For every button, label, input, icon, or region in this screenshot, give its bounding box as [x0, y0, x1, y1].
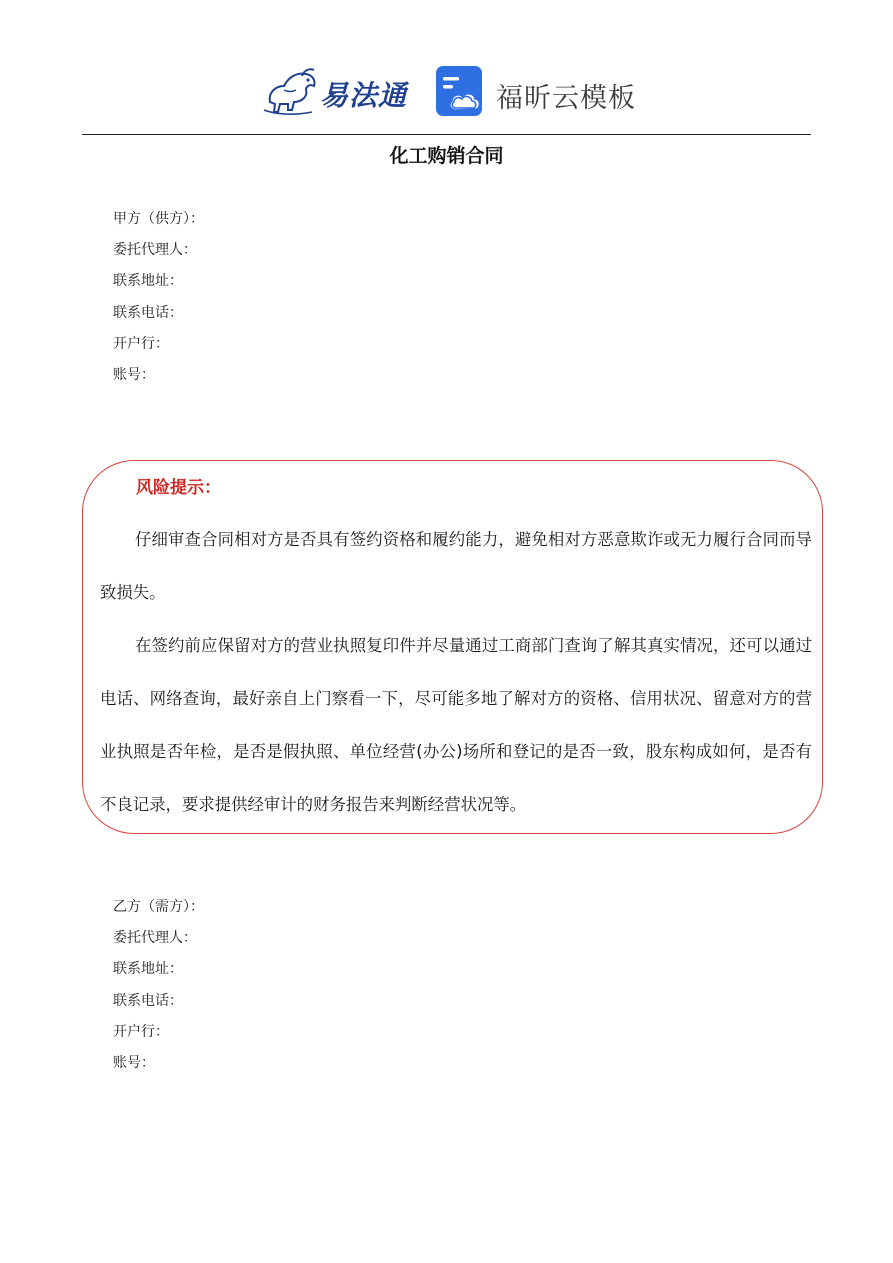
- cloud-document-icon: [436, 66, 484, 118]
- party-b-agent-label: 委托代理人：: [113, 930, 197, 947]
- foxit-template-logo: [436, 66, 636, 118]
- page-header: [0, 58, 893, 122]
- yifatong-logo-text: 易法通: [320, 79, 408, 112]
- header-divider: [82, 134, 811, 135]
- party-a-agent-label: 委托代理人：: [113, 242, 197, 259]
- risk-notice-body: [100, 513, 812, 831]
- party-a-block: [113, 204, 204, 391]
- risk-paragraph: 仔细审查合同相对方是否具有签约资格和履约能力，避免相对方恶意欺诈或无力履行合同而导致损失。: [100, 530, 812, 602]
- yifatong-logo: [262, 62, 412, 118]
- party-b-phone-label: 联系电话：: [113, 992, 183, 1009]
- party-b-address-label: 联系地址：: [113, 961, 183, 978]
- party-a-address-label: 联系地址：: [113, 273, 183, 290]
- party-a-account-label: 账号：: [113, 367, 155, 384]
- foxit-template-logo-text: 福昕云模板: [496, 83, 636, 114]
- party-a-label: 甲方（供方）：: [113, 211, 204, 227]
- party-a-phone-label: 联系电话：: [113, 304, 183, 321]
- party-b-label: 乙方（需方）：: [113, 899, 204, 915]
- risk-notice-box: [82, 460, 823, 834]
- risk-paragraph: 在签约前应保留对方的营业执照复印件并尽量通过工商部门查询了解其真实情况，还可以通过电话、网络查询，最好亲自上门察看一下，尽可能多地了解对方的资格、信用状况、留意对方的营业执照是否年检，是否是假执照、单位经营(办公)场所和登记的是否一致，股东构成如何，是否有不良记录，要求提供经审计的财务报告来判断经营状况等。: [100, 636, 812, 814]
- party-a-bank-label: 开户行：: [113, 335, 169, 352]
- party-b-block: [113, 892, 204, 1079]
- document-title: 化工购销合同: [389, 145, 504, 167]
- party-b-bank-label: 开户行：: [113, 1023, 169, 1040]
- party-b-account-label: 账号：: [113, 1055, 155, 1072]
- risk-notice-title: 风险提示：: [136, 478, 221, 498]
- qilin-mascot-icon: [262, 62, 322, 118]
